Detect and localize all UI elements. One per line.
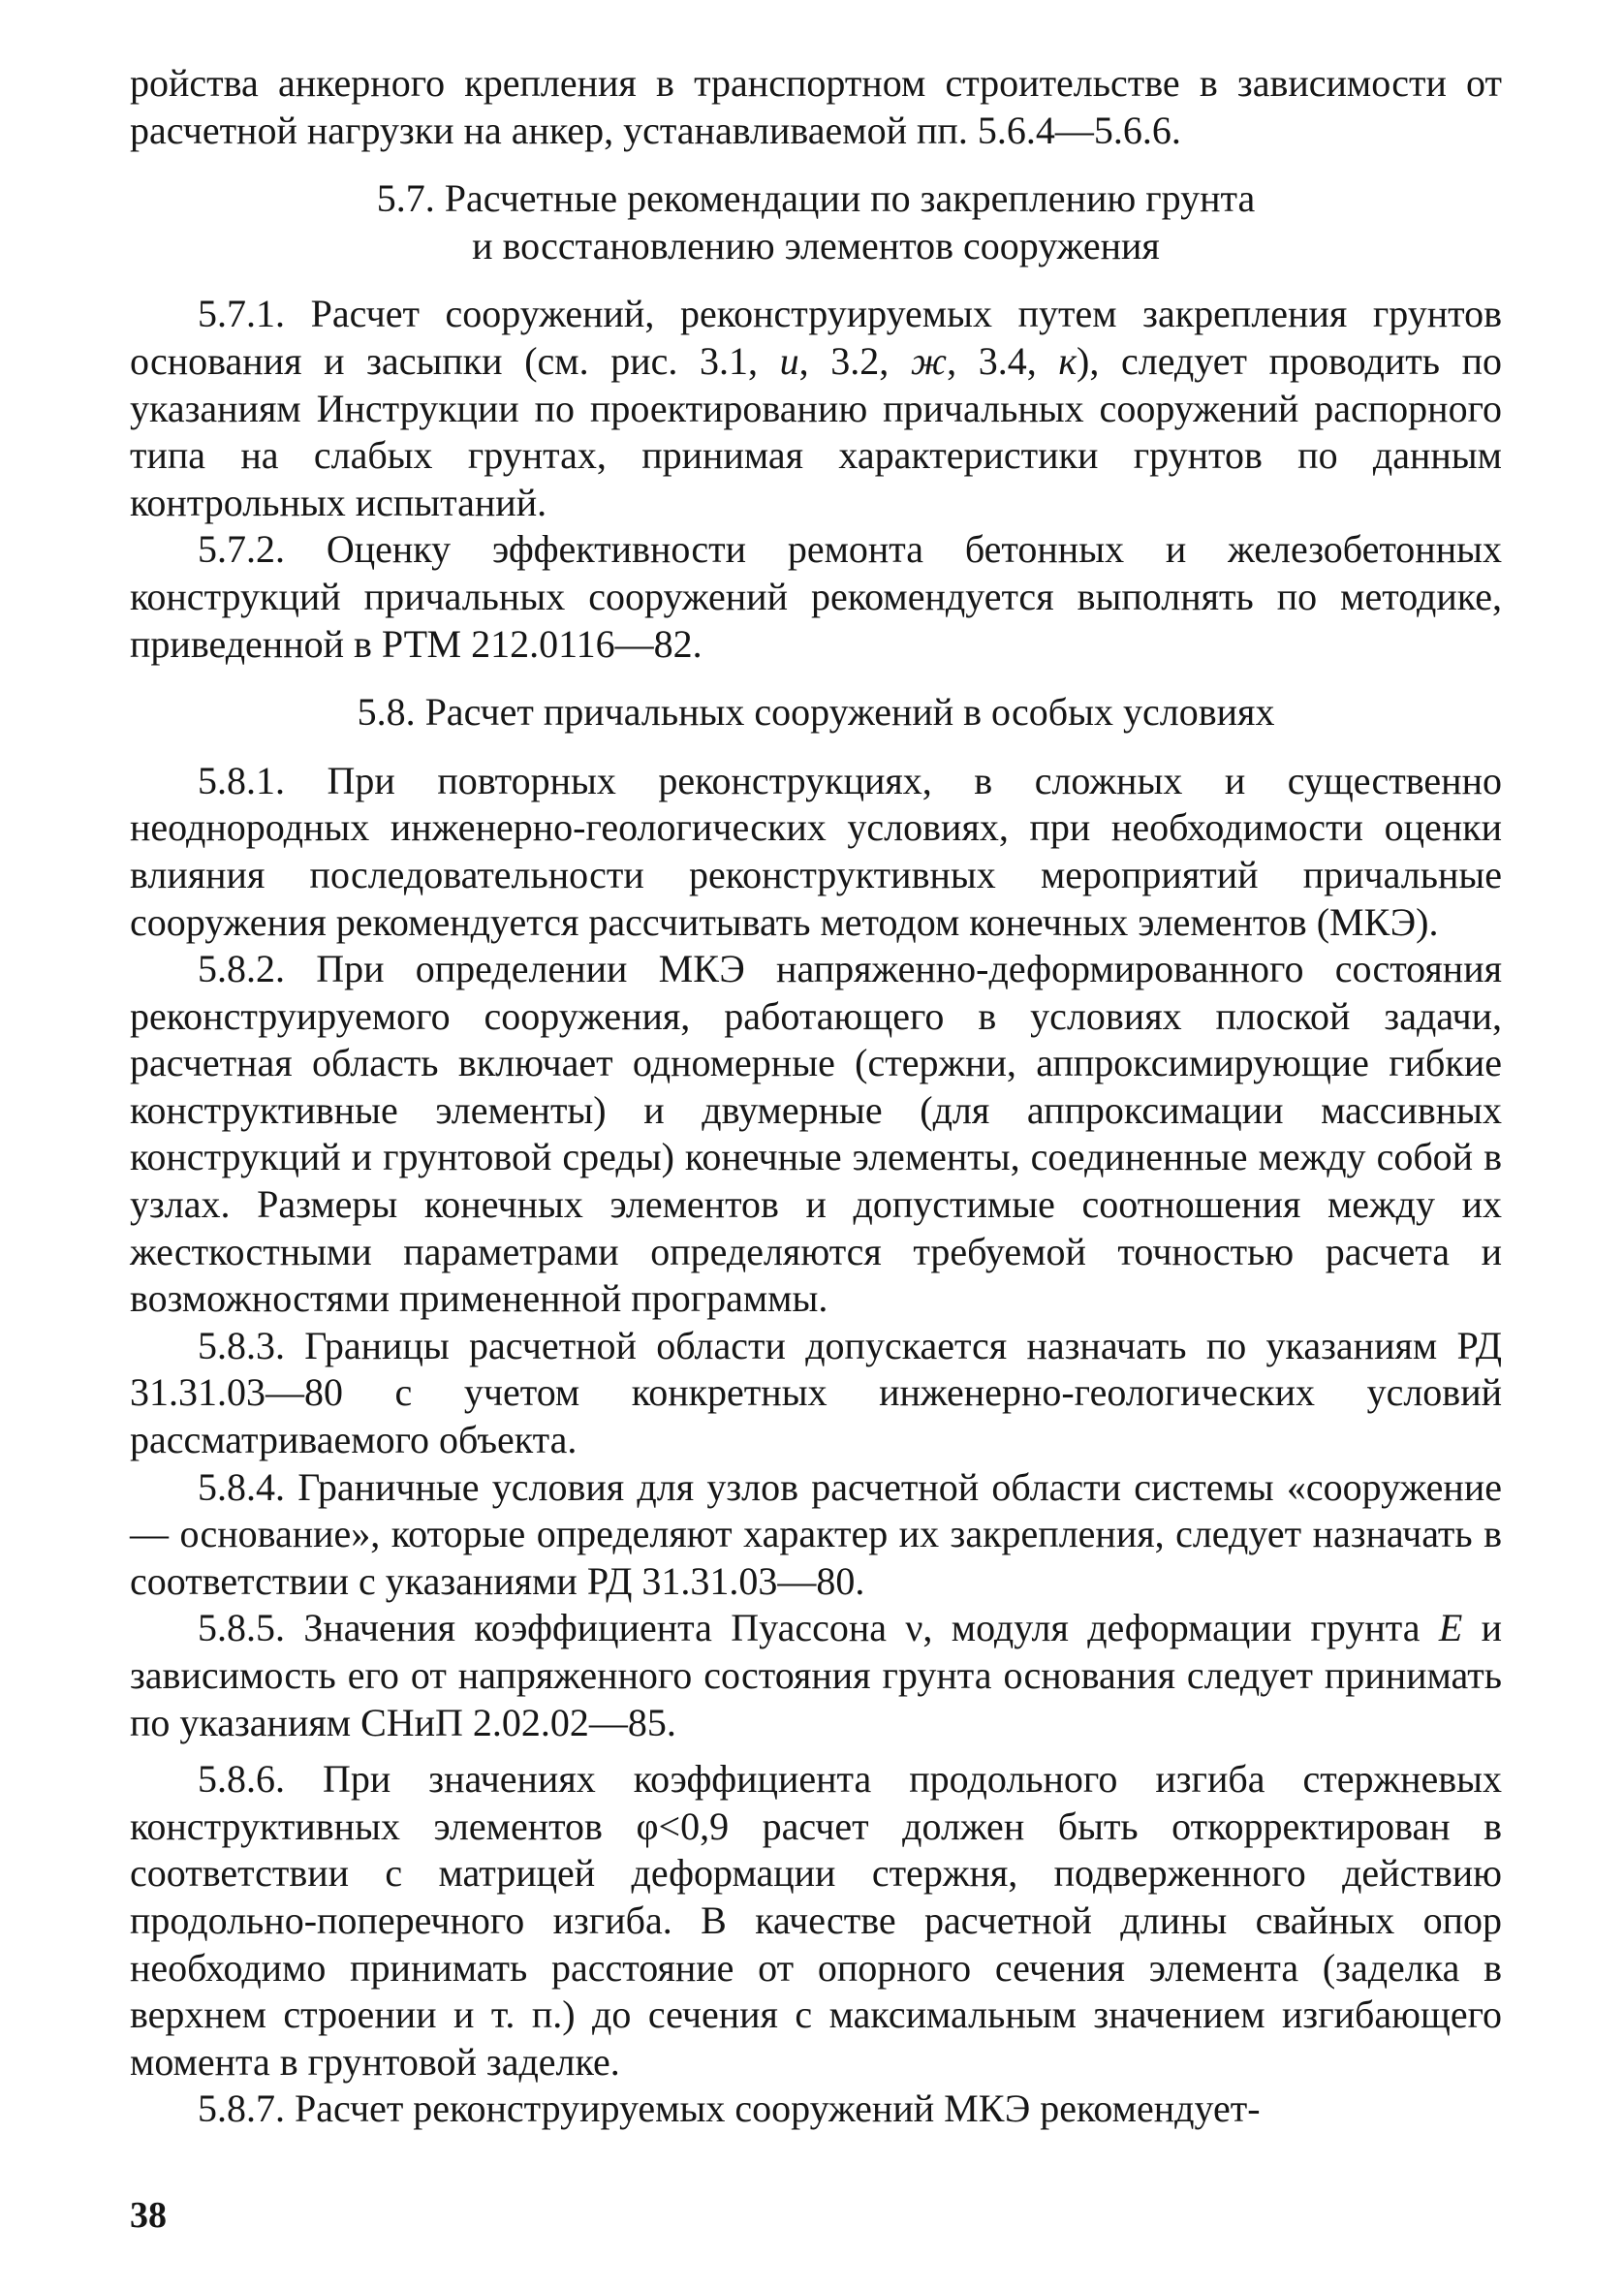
page-number: 38 (130, 2195, 167, 2236)
intro-paragraph: ройства анкерного крепления в транспортном строительстве в зависимости от расчетной нагрузки на анкер, устанавливаемой пп. 5.6.4—5.6.6. (130, 61, 1502, 152)
section-heading-5-7 (130, 175, 1502, 269)
section-heading-5-8-title: 5.8. Расчет причальных сооружений в особых условиях (357, 690, 1275, 735)
paragraph-5-7-1-part-d: ), следует проводить по указаниям Инструкции по проектированию причальных сооружений распорного типа на слабых грунтах, принимая характеристики грунтов по данным контрольных испытаний. (130, 338, 1502, 524)
figure-ref-i: и (779, 338, 799, 383)
paragraph-5-7-1-part-b: , 3.2, (798, 338, 911, 383)
paragraph-5-8-6: 5.8.6. При значениях коэффициента продольного изгиба стержневых конструктивных элементов φ<0,9 расчет должен быть откорректирован в соответствии с матрицей деформации стержня, подверженного действию продольно-поперечного изгиба. В качестве расчетной длины свайных опор необходимо принимать расстояние от опорного сечения элемента (заделка в верхнем строении и т. п.) до сечения с максимальным значением изгибающего момента в грунтовой заделке. (130, 1757, 1502, 2084)
paragraph-5-8-7: 5.8.7. Расчет реконструируемых сооружений МКЭ рекомендует- (198, 2086, 1261, 2131)
paragraph-5-8-5 (130, 1605, 1502, 1746)
paragraph-5-8-1: 5.8.1. При повторных реконструкциях, в сложных и существенно неоднородных инженерно-геологических условиях, при необходимости оценки влияния последовательности реконструктивных мероприятий причальные сооружения рекомендуется рассчитывать методом конечных элементов (МКЭ). (130, 758, 1502, 944)
section-heading-5-7-line2: и восстановлению элементов сооружения (472, 223, 1160, 267)
paragraph-5-7-1 (130, 291, 1502, 526)
paragraph-5-8-5-part-b: и зависимость его от напряженного состояния грунта основания следует принимать по указаниям СНиП 2.02.02—85. (130, 1606, 1502, 1744)
section-heading-5-7-line1: 5.7. Расчетные рекомендации по закреплению грунта (376, 176, 1256, 221)
paragraph-5-8-3: 5.8.3. Границы расчетной области допускается назначать по указаниям РД 31.31.03—80 с учетом конкретных инженерно-геологических условий рассматриваемого объекта. (130, 1323, 1502, 1462)
paragraph-5-8-2: 5.8.2. При определении МКЭ напряженно-деформированного состояния реконструируемого сооружения, работающего в условиях плоской задачи, расчетная область включает одномерные (стержни, аппроксимирующие гибкие конструктивные элементы) и двумерные (для аппроксимации массивных конструкций и грунтовой среды) конечные элементы, соединенные между собой в узлах. Размеры конечных элементов и допустимые соотношения между их жесткостными параметрами определяются требуемой точностью расчета и возможностями примененной программы. (130, 947, 1502, 1321)
section-heading-5-8 (130, 689, 1502, 737)
paragraph-5-7-1-part-c: , 3.4, (947, 338, 1059, 383)
paragraph-5-7-1-part-a: 5.7.1. Расчет сооружений, реконструируемых путем закрепления грунтов основания и засыпки (см. рис. 3.1, (130, 292, 1502, 383)
paragraph-5-8-5-part-a: 5.8.5. Значения коэффициента Пуассона ν, модуля деформации грунта (198, 1606, 1439, 1650)
modulus-symbol: E (1438, 1606, 1463, 1650)
paragraph-5-8-4: 5.8.4. Граничные условия для узлов расчетной области системы «сооружение — основание», которые определяют характер их закрепления, следует назначать в соответствии с указаниями РД 31.31.03—80. (130, 1464, 1502, 1603)
figure-ref-k: к (1058, 338, 1077, 383)
figure-ref-zh: ж (910, 338, 948, 383)
paragraph-5-7-2: 5.7.2. Оценку эффективности ремонта бетонных и железобетонных конструкций причальных сооружений рекомендуется выполнять по методике, приведенной в РТМ 212.0116—82. (130, 527, 1502, 666)
